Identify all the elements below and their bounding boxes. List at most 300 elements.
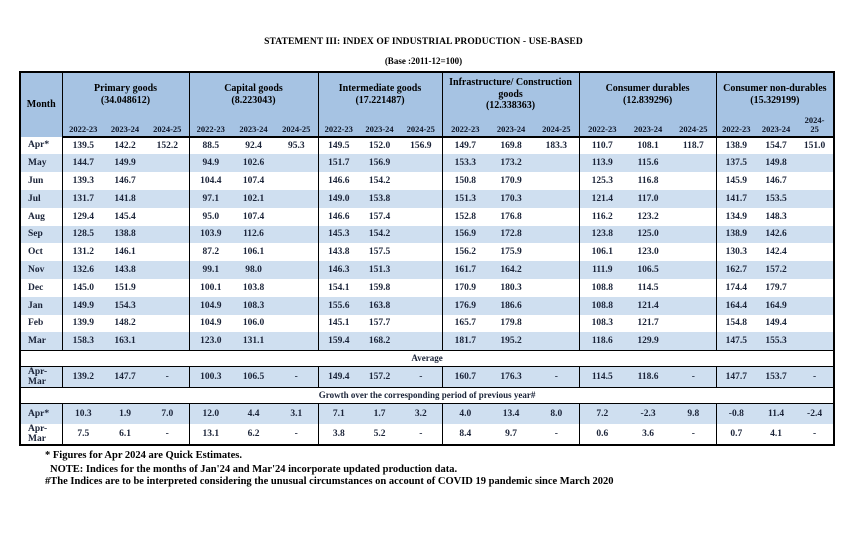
value-cell: 4.0 bbox=[442, 403, 488, 424]
value-cell: 149.7 bbox=[442, 137, 488, 155]
value-cell: 131.1 bbox=[232, 332, 275, 350]
value-cell: 150.8 bbox=[442, 172, 488, 190]
year-header: 2024-25 bbox=[534, 116, 579, 137]
value-cell: 88.5 bbox=[189, 137, 232, 155]
value-cell: 170.9 bbox=[500, 176, 522, 187]
value-cell: 176.3 bbox=[488, 366, 534, 387]
group-header bbox=[189, 72, 318, 116]
month-cell: Feb bbox=[28, 318, 44, 329]
value-cell: 8.4 bbox=[442, 424, 488, 445]
value-cell bbox=[534, 261, 579, 279]
value-cell bbox=[534, 226, 579, 244]
group-header bbox=[442, 72, 579, 116]
value-cell: 104.9 bbox=[189, 297, 232, 315]
value-cell bbox=[146, 172, 189, 190]
value-cell: 11.4 bbox=[756, 403, 796, 424]
value-cell: 7.0 bbox=[146, 403, 189, 424]
value-cell: 139.9 bbox=[62, 315, 104, 333]
year-header: 2023-24 bbox=[756, 116, 796, 137]
month-column-header: Month bbox=[20, 72, 62, 137]
value-cell bbox=[671, 279, 716, 297]
year-header: 2022-23 bbox=[189, 116, 232, 137]
value-cell: 163.8 bbox=[359, 297, 400, 315]
value-cell: 9.8 bbox=[671, 403, 716, 424]
value-cell: 148.2 bbox=[114, 318, 136, 329]
value-cell: 108.3 bbox=[579, 315, 625, 333]
value-cell: 3.6 bbox=[642, 429, 654, 440]
value-cell: 125.0 bbox=[625, 226, 671, 244]
value-cell: 145.9 bbox=[716, 172, 756, 190]
value-cell: 138.9 bbox=[716, 137, 756, 155]
average-band-label: Average bbox=[20, 350, 834, 366]
month-cell: Sep bbox=[20, 226, 62, 244]
value-cell: 108.8 bbox=[579, 297, 625, 315]
value-cell bbox=[671, 172, 716, 190]
value-cell: 117.0 bbox=[625, 190, 671, 208]
value-cell: 144.7 bbox=[62, 154, 104, 172]
value-cell: 164.9 bbox=[756, 297, 796, 315]
value-cell bbox=[400, 243, 442, 261]
iip-use-based-table bbox=[19, 71, 835, 446]
value-cell: 139.5 bbox=[62, 137, 104, 155]
value-cell: 123.0 bbox=[189, 332, 232, 350]
value-cell: 0.7 bbox=[716, 424, 756, 445]
month-cell: Nov bbox=[20, 261, 62, 279]
group-weight: (8.223043) bbox=[231, 94, 276, 106]
value-cell: 164.2 bbox=[488, 261, 534, 279]
value-cell: 181.7 bbox=[442, 332, 488, 350]
year-header: 2024-25 bbox=[146, 116, 189, 137]
value-cell: 141.8 bbox=[104, 190, 146, 208]
value-cell: 160.7 bbox=[442, 366, 488, 387]
year-header-row bbox=[20, 116, 834, 137]
value-cell bbox=[275, 243, 318, 261]
value-cell: 129.4 bbox=[62, 208, 104, 226]
value-cell: 172.8 bbox=[488, 226, 534, 244]
growth-band-row bbox=[20, 387, 834, 403]
value-cell: 149.9 bbox=[104, 154, 146, 172]
value-cell: 87.2 bbox=[189, 243, 232, 261]
group-header-row bbox=[20, 72, 834, 116]
value-cell: 148.3 bbox=[765, 211, 787, 222]
year-header: 2022-23 bbox=[442, 116, 488, 137]
table-row bbox=[20, 243, 834, 261]
value-cell: 106.5 bbox=[625, 261, 671, 279]
value-cell bbox=[796, 261, 834, 279]
value-cell bbox=[796, 315, 834, 333]
value-cell: 165.7 bbox=[442, 315, 488, 333]
value-cell: -2.3 bbox=[625, 403, 671, 424]
value-cell: 13.1 bbox=[189, 424, 232, 445]
value-cell: 6.1 bbox=[119, 429, 131, 440]
year-header: 2024-25 bbox=[671, 116, 716, 137]
value-cell: - bbox=[419, 429, 423, 440]
year-header: 2022-23 bbox=[318, 116, 359, 137]
value-cell: 173.2 bbox=[488, 154, 534, 172]
value-cell bbox=[534, 172, 579, 190]
group-name: Primary goods bbox=[93, 83, 158, 94]
value-cell: 4.4 bbox=[232, 403, 275, 424]
value-cell: 138.9 bbox=[716, 226, 756, 244]
value-cell bbox=[400, 279, 442, 297]
value-cell: 146.6 bbox=[318, 208, 359, 226]
value-cell bbox=[146, 208, 189, 226]
value-cell: 159.4 bbox=[318, 332, 359, 350]
value-cell bbox=[275, 279, 318, 297]
value-cell: 104.4 bbox=[189, 172, 232, 190]
value-cell: 113.9 bbox=[579, 154, 625, 172]
value-cell: 3.2 bbox=[400, 403, 442, 424]
group-header bbox=[716, 72, 834, 116]
value-cell: 128.5 bbox=[62, 226, 104, 244]
value-cell: - bbox=[671, 366, 716, 387]
value-cell bbox=[796, 279, 834, 297]
table-row bbox=[20, 403, 834, 424]
value-cell: 129.9 bbox=[625, 332, 671, 350]
value-cell: 154.2 bbox=[359, 226, 400, 244]
value-cell: - bbox=[294, 429, 298, 440]
value-cell bbox=[400, 172, 442, 190]
value-cell bbox=[534, 243, 579, 261]
average-section bbox=[20, 350, 834, 387]
value-cell bbox=[796, 332, 834, 350]
value-cell: 138.8 bbox=[104, 226, 146, 244]
year-header: 2022-23 bbox=[579, 116, 625, 137]
value-cell: 95.0 bbox=[189, 208, 232, 226]
growth-section bbox=[20, 387, 834, 445]
value-cell bbox=[671, 332, 716, 350]
value-cell: 137.5 bbox=[716, 154, 756, 172]
group-name: Consumer non-durables bbox=[723, 83, 827, 94]
value-cell: 147.7 bbox=[716, 366, 756, 387]
value-cell: 180.3 bbox=[500, 282, 522, 293]
value-cell bbox=[534, 315, 579, 333]
value-cell: 5.2 bbox=[373, 429, 386, 440]
value-cell: - bbox=[554, 429, 558, 440]
value-cell: 118.6 bbox=[625, 366, 671, 387]
table-row bbox=[20, 190, 834, 208]
month-cell: Apr* bbox=[20, 403, 62, 424]
value-cell: 7.1 bbox=[318, 403, 359, 424]
value-cell bbox=[146, 332, 189, 350]
value-cell: 118.7 bbox=[682, 140, 704, 151]
value-cell: 102.1 bbox=[232, 190, 275, 208]
year-header: 2022-23 bbox=[716, 116, 756, 137]
value-cell: 153.5 bbox=[756, 190, 796, 208]
value-cell: 107.4 bbox=[242, 211, 265, 222]
value-cell: 0.6 bbox=[579, 424, 625, 445]
value-cell: 149.5 bbox=[318, 137, 359, 155]
value-cell bbox=[275, 226, 318, 244]
value-cell: 3.8 bbox=[318, 424, 359, 445]
value-cell: 100.3 bbox=[189, 366, 232, 387]
value-cell: 159.8 bbox=[368, 282, 391, 293]
value-cell: - bbox=[275, 366, 318, 387]
value-cell bbox=[796, 226, 834, 244]
value-cell: 106.5 bbox=[232, 366, 275, 387]
table-row bbox=[20, 424, 834, 445]
value-cell: 156.9 bbox=[442, 226, 488, 244]
growth-band-label: Growth over the corresponding period of previous year# bbox=[20, 387, 834, 403]
value-cell bbox=[146, 243, 189, 261]
group-header bbox=[62, 72, 189, 116]
value-cell: 104.9 bbox=[189, 315, 232, 333]
group-header bbox=[579, 72, 716, 116]
group-weight: (17.221487) bbox=[355, 94, 405, 106]
value-cell bbox=[146, 190, 189, 208]
month-cell: Aug bbox=[28, 211, 45, 222]
value-cell: 176.9 bbox=[442, 297, 488, 315]
month-cell: Apr-Mar bbox=[28, 424, 48, 445]
value-cell: 98.0 bbox=[232, 261, 275, 279]
year-header: 2023-24 bbox=[625, 116, 671, 137]
value-cell bbox=[671, 261, 716, 279]
value-cell: 156.9 bbox=[359, 154, 400, 172]
value-cell: 8.0 bbox=[534, 403, 579, 424]
month-cell: Mar bbox=[20, 332, 62, 350]
year-header: 2024- 25 bbox=[796, 116, 834, 137]
value-cell: 157.7 bbox=[368, 318, 391, 329]
year-header: 2024-25 bbox=[400, 116, 442, 137]
value-cell bbox=[146, 315, 189, 333]
value-cell bbox=[275, 315, 318, 333]
value-cell: 111.9 bbox=[579, 261, 625, 279]
value-cell bbox=[400, 297, 442, 315]
value-cell bbox=[671, 297, 716, 315]
value-cell: 168.2 bbox=[359, 332, 400, 350]
value-cell bbox=[146, 154, 189, 172]
value-cell: 179.7 bbox=[765, 282, 787, 293]
value-cell: 125.3 bbox=[579, 172, 625, 190]
value-cell: 95.3 bbox=[287, 140, 305, 151]
value-cell: 145.3 bbox=[318, 226, 359, 244]
value-cell: 10.3 bbox=[62, 403, 104, 424]
value-cell: 157.2 bbox=[359, 366, 400, 387]
value-cell: 3.1 bbox=[275, 403, 318, 424]
value-cell: 163.1 bbox=[104, 332, 146, 350]
value-cell: 106.1 bbox=[242, 247, 265, 258]
value-cell: 155.3 bbox=[756, 332, 796, 350]
value-cell bbox=[796, 154, 834, 172]
table-row bbox=[20, 332, 834, 350]
value-cell bbox=[146, 261, 189, 279]
value-cell bbox=[671, 315, 716, 333]
value-cell: -0.8 bbox=[716, 403, 756, 424]
table-row bbox=[20, 226, 834, 244]
table-row bbox=[20, 154, 834, 172]
value-cell: 7.5 bbox=[62, 424, 104, 445]
value-cell bbox=[534, 154, 579, 172]
group-name: Capital goods bbox=[224, 83, 283, 94]
value-cell: 149.0 bbox=[318, 190, 359, 208]
value-cell: 145.4 bbox=[114, 211, 136, 222]
value-cell: 162.7 bbox=[716, 261, 756, 279]
value-cell: 1.9 bbox=[104, 403, 146, 424]
value-cell: 116.2 bbox=[579, 208, 625, 226]
month-cell: Apr* bbox=[28, 140, 50, 151]
value-cell: 131.2 bbox=[62, 243, 104, 261]
value-cell: 152.2 bbox=[156, 140, 178, 151]
value-cell: 6.2 bbox=[247, 429, 260, 440]
value-cell bbox=[146, 279, 189, 297]
table-row bbox=[20, 315, 834, 333]
value-cell: 121.7 bbox=[637, 318, 659, 329]
value-cell: 149.8 bbox=[756, 154, 796, 172]
value-cell: 12.0 bbox=[189, 403, 232, 424]
value-cell: 153.3 bbox=[442, 154, 488, 172]
year-header: 2023-24 bbox=[104, 116, 146, 137]
value-cell bbox=[534, 332, 579, 350]
value-cell: 175.9 bbox=[500, 247, 522, 258]
value-cell: 142.2 bbox=[114, 140, 136, 151]
value-cell bbox=[796, 297, 834, 315]
value-cell: 151.0 bbox=[803, 140, 826, 151]
value-cell: 107.4 bbox=[242, 176, 265, 187]
year-header: 2023-24 bbox=[232, 116, 275, 137]
value-cell: 100.1 bbox=[189, 279, 232, 297]
value-cell bbox=[796, 190, 834, 208]
value-cell: 157.2 bbox=[756, 261, 796, 279]
footnote-quick-estimates: * Figures for Apr 2024 are Quick Estimates. bbox=[45, 450, 242, 461]
value-cell: 183.3 bbox=[545, 140, 567, 151]
value-cell: 156.9 bbox=[410, 140, 432, 151]
value-cell: 131.7 bbox=[62, 190, 104, 208]
value-cell bbox=[671, 190, 716, 208]
value-cell: 158.3 bbox=[62, 332, 104, 350]
value-cell: - bbox=[796, 366, 834, 387]
value-cell: 99.1 bbox=[189, 261, 232, 279]
value-cell: 186.6 bbox=[488, 297, 534, 315]
value-cell: - bbox=[534, 366, 579, 387]
value-cell: 149.4 bbox=[318, 366, 359, 387]
group-name: Intermediate goods bbox=[338, 83, 422, 94]
value-cell: 139.2 bbox=[62, 366, 104, 387]
value-cell: 121.4 bbox=[579, 190, 625, 208]
group-name: Consumer durables bbox=[605, 83, 690, 94]
footnote-note-updated-data: NOTE: Indices for the months of Jan'24 and Mar'24 incorporate updated production data. bbox=[50, 464, 458, 475]
value-cell: 179.8 bbox=[500, 318, 522, 329]
value-cell: 146.7 bbox=[114, 176, 136, 187]
value-cell: 147.7 bbox=[104, 366, 146, 387]
table-row bbox=[20, 172, 834, 190]
value-cell: -2.4 bbox=[796, 403, 834, 424]
value-cell: - bbox=[812, 429, 817, 440]
value-cell bbox=[275, 332, 318, 350]
value-cell: 145.0 bbox=[62, 279, 104, 297]
value-cell bbox=[400, 261, 442, 279]
value-cell bbox=[400, 208, 442, 226]
value-cell: - bbox=[146, 366, 189, 387]
value-cell: 134.9 bbox=[716, 208, 756, 226]
value-cell: 176.8 bbox=[500, 211, 522, 222]
value-cell: 130.3 bbox=[716, 243, 756, 261]
value-cell: 170.3 bbox=[488, 190, 534, 208]
footnote-covid: #The Indices are to be interpreted considering the unusual circumstances on account of COVID 19 pandemic since March 2020 bbox=[45, 476, 614, 487]
value-cell: - bbox=[691, 429, 695, 440]
month-cell: Dec bbox=[28, 282, 44, 293]
value-cell bbox=[275, 297, 318, 315]
value-cell: 118.6 bbox=[579, 332, 625, 350]
value-cell bbox=[796, 172, 834, 190]
value-cell bbox=[275, 208, 318, 226]
value-cell: 132.6 bbox=[62, 261, 104, 279]
value-cell: 141.7 bbox=[716, 190, 756, 208]
group-name: Infrastructure/ Construction goods bbox=[449, 77, 572, 100]
value-cell bbox=[400, 332, 442, 350]
month-cell: May bbox=[20, 154, 62, 172]
year-header: 2023-24 bbox=[359, 116, 400, 137]
value-cell: - bbox=[400, 366, 442, 387]
value-cell: 114.5 bbox=[579, 366, 625, 387]
value-cell: 174.4 bbox=[716, 279, 756, 297]
value-cell bbox=[275, 172, 318, 190]
value-cell: 103.8 bbox=[242, 282, 265, 293]
value-cell: 110.7 bbox=[579, 137, 625, 155]
value-cell: 94.9 bbox=[189, 154, 232, 172]
value-cell: 154.2 bbox=[368, 176, 391, 187]
value-cell: 7.2 bbox=[579, 403, 625, 424]
value-cell bbox=[146, 226, 189, 244]
value-cell: 139.3 bbox=[62, 172, 104, 190]
value-cell: 9.7 bbox=[505, 429, 517, 440]
value-cell bbox=[146, 297, 189, 315]
value-cell: 143.8 bbox=[318, 243, 359, 261]
value-cell bbox=[796, 243, 834, 261]
group-weight: (12.839296) bbox=[622, 94, 673, 106]
value-cell: 115.6 bbox=[625, 154, 671, 172]
value-cell: 143.8 bbox=[104, 261, 146, 279]
value-cell: 146.7 bbox=[765, 176, 787, 187]
value-cell: 121.4 bbox=[625, 297, 671, 315]
month-cell: Oct bbox=[28, 247, 43, 258]
value-cell bbox=[796, 208, 834, 226]
value-cell bbox=[275, 261, 318, 279]
value-cell: - bbox=[165, 429, 169, 440]
value-cell: 97.1 bbox=[189, 190, 232, 208]
value-cell: 106.1 bbox=[579, 243, 625, 261]
value-cell bbox=[400, 226, 442, 244]
value-cell: 92.4 bbox=[245, 140, 262, 151]
value-cell: 161.7 bbox=[442, 261, 488, 279]
value-cell bbox=[534, 208, 579, 226]
table-row bbox=[20, 261, 834, 279]
value-cell: 114.5 bbox=[637, 282, 659, 293]
value-cell: 13.4 bbox=[488, 403, 534, 424]
value-cell: 154.1 bbox=[318, 279, 359, 297]
value-cell: 151.3 bbox=[359, 261, 400, 279]
value-cell: 153.8 bbox=[359, 190, 400, 208]
value-cell: 170.9 bbox=[442, 279, 488, 297]
value-cell bbox=[534, 279, 579, 297]
value-cell: 151.9 bbox=[114, 282, 136, 293]
month-cell: Jan bbox=[20, 297, 62, 315]
value-cell: 145.1 bbox=[318, 315, 359, 333]
value-cell: 152.0 bbox=[368, 140, 391, 151]
value-cell: 146.6 bbox=[318, 172, 359, 190]
year-header: 2023-24 bbox=[488, 116, 534, 137]
group-weight: (34.048612) bbox=[100, 94, 151, 106]
year-header: 2022-23 bbox=[62, 116, 104, 137]
table-row bbox=[20, 297, 834, 315]
value-cell bbox=[400, 190, 442, 208]
value-cell: 142.6 bbox=[756, 226, 796, 244]
table-row bbox=[20, 137, 834, 155]
value-cell: 108.3 bbox=[232, 297, 275, 315]
group-weight: (15.329199) bbox=[750, 94, 800, 106]
value-cell: 123.0 bbox=[637, 247, 659, 258]
value-cell: 157.4 bbox=[368, 211, 391, 222]
value-cell bbox=[671, 226, 716, 244]
